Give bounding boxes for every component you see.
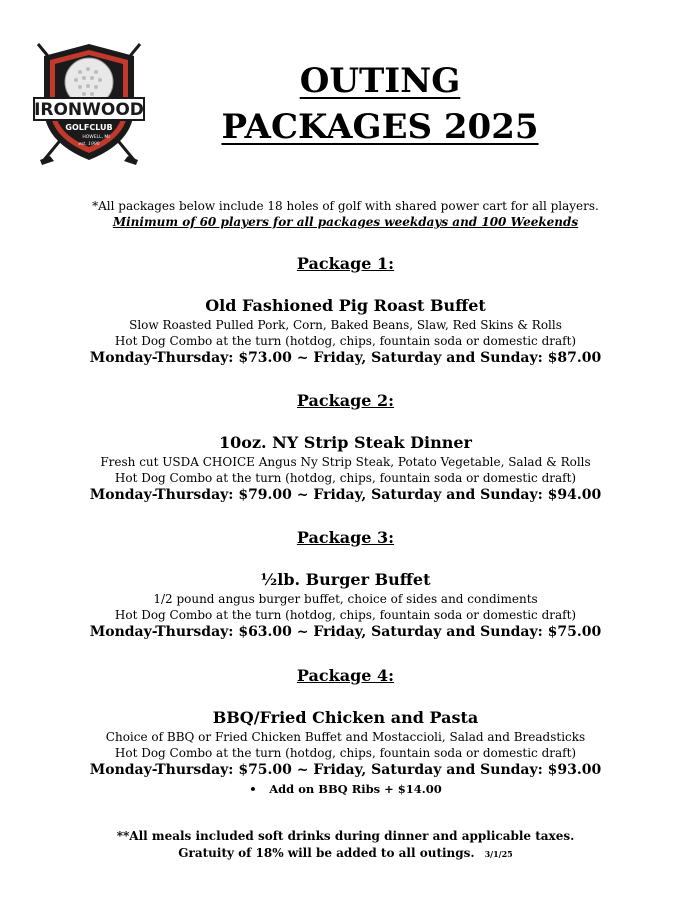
logo-name: IRONWOOD <box>34 100 144 120</box>
title-line-1: OUTING <box>299 61 461 101</box>
ironwood-logo <box>30 38 148 166</box>
footer-line-2 <box>0 845 691 862</box>
package-desc: Choice of BBQ or Fried Chicken Buffet and Mostaccioli, Salad and Breadsticks <box>105 730 586 744</box>
page-title <box>190 58 570 150</box>
package-2 <box>0 390 691 505</box>
package-desc: 1/2 pound angus burger buffet, choice of sides and condiments <box>153 592 538 606</box>
intro-minimum: Minimum of 60 players for all packages weekdays and 100 Weekends <box>112 215 579 229</box>
package-1 <box>0 253 691 368</box>
package-desc: Fresh cut USDA CHOICE Angus Ny Strip Steak, Potato Vegetable, Salad & Rolls <box>100 455 591 469</box>
package-desc: Slow Roasted Pulled Pork, Corn, Baked Beans, Slaw, Red Skins & Rolls <box>129 318 562 332</box>
package-name: 10oz. NY Strip Steak Dinner <box>219 433 472 452</box>
package-name: BBQ/Fried Chicken and Pasta <box>212 708 479 727</box>
package-desc: Hot Dog Combo at the turn (hotdog, chips, fountain soda or domestic draft) <box>114 471 577 485</box>
package-price: Monday-Thursday: $75.00 ~ Friday, Saturday and Sunday: $93.00 <box>89 762 602 778</box>
package-name: ½lb. Burger Buffet <box>260 570 431 589</box>
package-heading: Package 3: <box>296 528 395 547</box>
title-line-2: PACKAGES 2025 <box>221 107 539 147</box>
package-name: Old Fashioned Pig Roast Buffet <box>205 296 486 315</box>
bullet-icon: • <box>249 782 257 796</box>
package-addon <box>0 781 691 798</box>
footer-gratuity: Gratuity of 18% will be added to all outings. <box>178 846 475 860</box>
intro-note: *All packages below include 18 holes of golf with shared power cart for all players. <box>92 199 599 213</box>
package-price: Monday-Thursday: $79.00 ~ Friday, Saturday and Sunday: $94.00 <box>89 487 602 503</box>
package-heading: Package 4: <box>296 666 395 685</box>
footer-line-1: **All meals included soft drinks during dinner and applicable taxes. <box>116 829 575 843</box>
package-desc: Hot Dog Combo at the turn (hotdog, chips, fountain soda or domestic draft) <box>114 334 577 348</box>
package-3 <box>0 527 691 642</box>
package-price: Monday-Thursday: $73.00 ~ Friday, Saturday and Sunday: $87.00 <box>89 350 602 366</box>
logo-location: HOWELL, MI <box>82 135 110 140</box>
package-heading: Package 1: <box>296 254 395 273</box>
package-price: Monday-Thursday: $63.00 ~ Friday, Saturday and Sunday: $75.00 <box>89 624 602 640</box>
logo-est: est. 1990 <box>78 142 100 147</box>
package-4 <box>0 665 691 798</box>
footer-date: 3/1/25 <box>484 849 513 859</box>
package-desc: Hot Dog Combo at the turn (hotdog, chips, fountain soda or domestic draft) <box>114 608 577 622</box>
golf-shield-icon <box>30 38 148 166</box>
package-desc: Hot Dog Combo at the turn (hotdog, chips, fountain soda or domestic draft) <box>114 746 577 760</box>
addon-text: Add on BBQ Ribs + $14.00 <box>269 782 442 796</box>
package-heading: Package 2: <box>296 391 395 410</box>
logo-sub: GOLFCLUB <box>65 123 113 132</box>
